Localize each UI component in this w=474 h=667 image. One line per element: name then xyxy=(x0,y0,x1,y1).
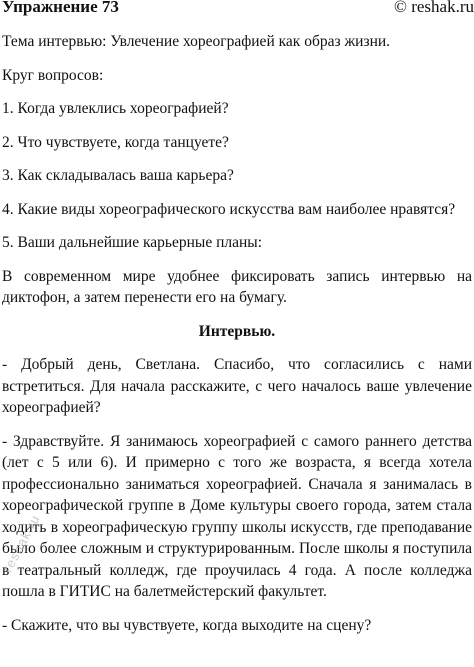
dialogue-line: - Здравствуйте. Я занимаюсь хореографией с самого раннего детства (лет с 5 или 6). И примерно с того же возраста, я всегда хотела профессионально заниматься хореографией. Сначала я занималась в хореографической группе в Доме культуры своего города, затем стала ходить в хореографическую группу школы искусств, где преподавание было более сложным и структурированным. После школы я поступила в театральный колледж, где проучилась 4 года. А после колледжа пошла в ГИТИС на балетмейстерский факультет. xyxy=(2,432,472,600)
question-item: 1. Когда увлеклись хореографией? xyxy=(2,100,229,117)
recording-note: В современном мире удобнее фиксировать запись интервью на диктофон, а затем перенести его на бумагу. xyxy=(2,267,472,306)
interview-heading: Интервью. xyxy=(198,322,276,340)
question-item: 4. Какие виды хореографического искусства вам наиболее нравятся? xyxy=(2,200,456,218)
watermark: reshak.ru xyxy=(0,511,43,575)
questions-heading: Круг вопросов: xyxy=(2,66,104,84)
dialogue-line: - Добрый день, Светлана. Спасибо, что согласились с нами встретиться. Для начала расскажите, с чего началось ваше увлечение хореографией? xyxy=(2,356,472,416)
interview-topic: Тема интервью: Увлечение хореографией как образ жизни. xyxy=(2,33,391,50)
page-header xyxy=(0,0,474,18)
dialogue-line: - Скажите, что вы чувствуете, когда выходите на сцену? xyxy=(2,616,372,634)
exercise-content xyxy=(2,31,472,648)
source-label: © reshak.ru xyxy=(394,0,474,16)
exercise-title: Упражнение 73 xyxy=(2,0,119,16)
question-item: 2. Что чувствуете, когда танцуете? xyxy=(2,133,229,151)
question-item: 3. Как складывалась ваша карьера? xyxy=(2,167,234,184)
question-item: 5. Ваши дальнейшие карьерные планы: xyxy=(2,234,262,251)
